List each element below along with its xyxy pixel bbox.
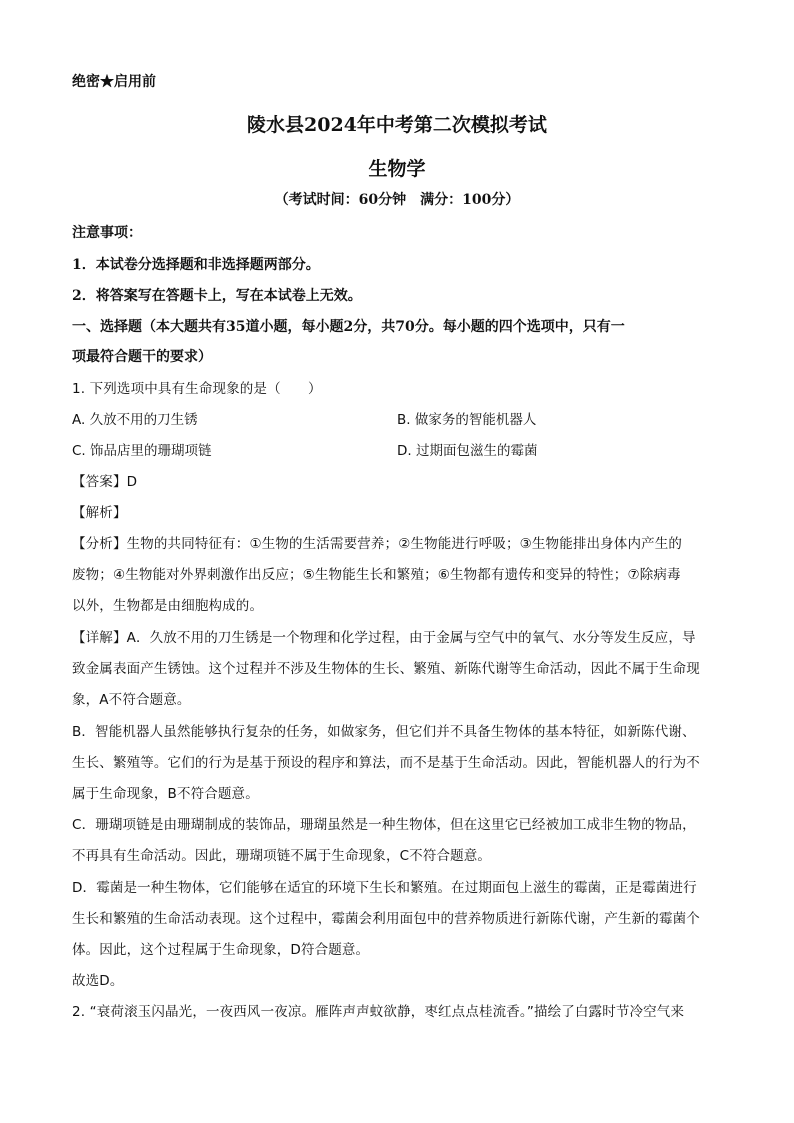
analysis-line: 体。因此，这个过程属于生命现象，D符合题意。	[72, 942, 370, 958]
analysis-line: D．霉菌是一种生物体，它们能够在适宜的环境下生长和繁殖。在过期面包上滋生的霉菌，正是霉菌进行	[72, 880, 697, 896]
analysis-line: 【详解】A．久放不用的刀生锈是一个物理和化学过程，由于金属与空气中的氧气、水分等发生反应，导	[72, 630, 696, 646]
section-heading-line1: 一、选择题（本大题共有35道小题，每小题2分，共70分。每小题的四个选项中，只有一	[72, 319, 625, 335]
exam-title: 陵水县2024年中考第二次模拟考试	[247, 114, 547, 136]
question-1-option-b: B. 做家务的智能机器人	[397, 412, 537, 428]
analysis-line: 属于生命现象，B不符合题意。	[72, 786, 259, 802]
question-1-option-d: D. 过期面包滋生的霉菌	[397, 443, 538, 459]
question-1-option-c: C. 饰品店里的珊瑚项链	[72, 443, 212, 459]
secret-mark: 绝密★启用前	[72, 74, 156, 90]
analysis-line: 生长、繁殖等。它们的行为是基于预设的程序和算法，而不是基于生命活动。因此，智能机器人的行为不	[72, 755, 700, 771]
question-1-option-a: A. 久放不用的刀生锈	[72, 412, 198, 428]
exam-info: （考试时间：60分钟 满分：100分）	[274, 192, 520, 208]
analysis-line: B．智能机器人虽然能够执行复杂的任务，如做家务，但它们并不具备生物体的基本特征，如新陈代谢、	[72, 724, 696, 740]
question-2-stem: 2. “衰荷滚玉闪晶光，一夜西风一夜凉。雁阵声声蚊欲静，枣红点点桂流香。”描绘了白露时节冷空气来	[72, 1004, 685, 1020]
analysis-line: 不再具有生命活动。因此，珊瑚项链不属于生命现象，C不符合题意。	[72, 848, 492, 864]
note-item-1: 1．本试卷分选择题和非选择题两部分。	[72, 257, 320, 273]
question-1-answer: 【答案】D	[72, 474, 138, 490]
notes-heading: 注意事项：	[72, 225, 142, 241]
analysis-line: C．珊瑚项链是由珊瑚制成的装饰品，珊瑚虽然是一种生物体，但在这里它已经被加工成非生物的物品，	[72, 817, 696, 833]
analysis-line: 废物；④生物能对外界刺激作出反应；⑤生物能生长和繁殖；⑥生物都有遗传和变异的特性；⑦除病毒	[72, 567, 681, 583]
subject-title: 生物学	[368, 158, 426, 180]
analysis-line: 故选D。	[72, 973, 124, 989]
section-heading-line2: 项最符合题干的要求）	[72, 349, 212, 365]
analysis-line: 【分析】生物的共同特征有：①生物的生活需要营养；②生物能进行呼吸；③生物能排出身体内产生的	[72, 536, 683, 552]
analysis-line: 致金属表面产生锈蚀。这个过程并不涉及生物体的生长、繁殖、新陈代谢等生命活动，因此不属于生命现	[72, 661, 700, 677]
analysis-line: 以外，生物都是由细胞构成的。	[72, 598, 264, 614]
question-1-stem: 1. 下列选项中具有生命现象的是（ ）	[72, 381, 322, 397]
analysis-line: 生长和繁殖的生命活动表现。这个过程中，霉菌会利用面包中的营养物质进行新陈代谢，产生新的霉菌个	[72, 911, 700, 927]
note-item-2: 2．将答案写在答题卡上，写在本试卷上无效。	[72, 288, 362, 304]
analysis-line: 象，A不符合题意。	[72, 692, 191, 708]
question-1-analysis-heading: 【解析】	[72, 505, 127, 521]
